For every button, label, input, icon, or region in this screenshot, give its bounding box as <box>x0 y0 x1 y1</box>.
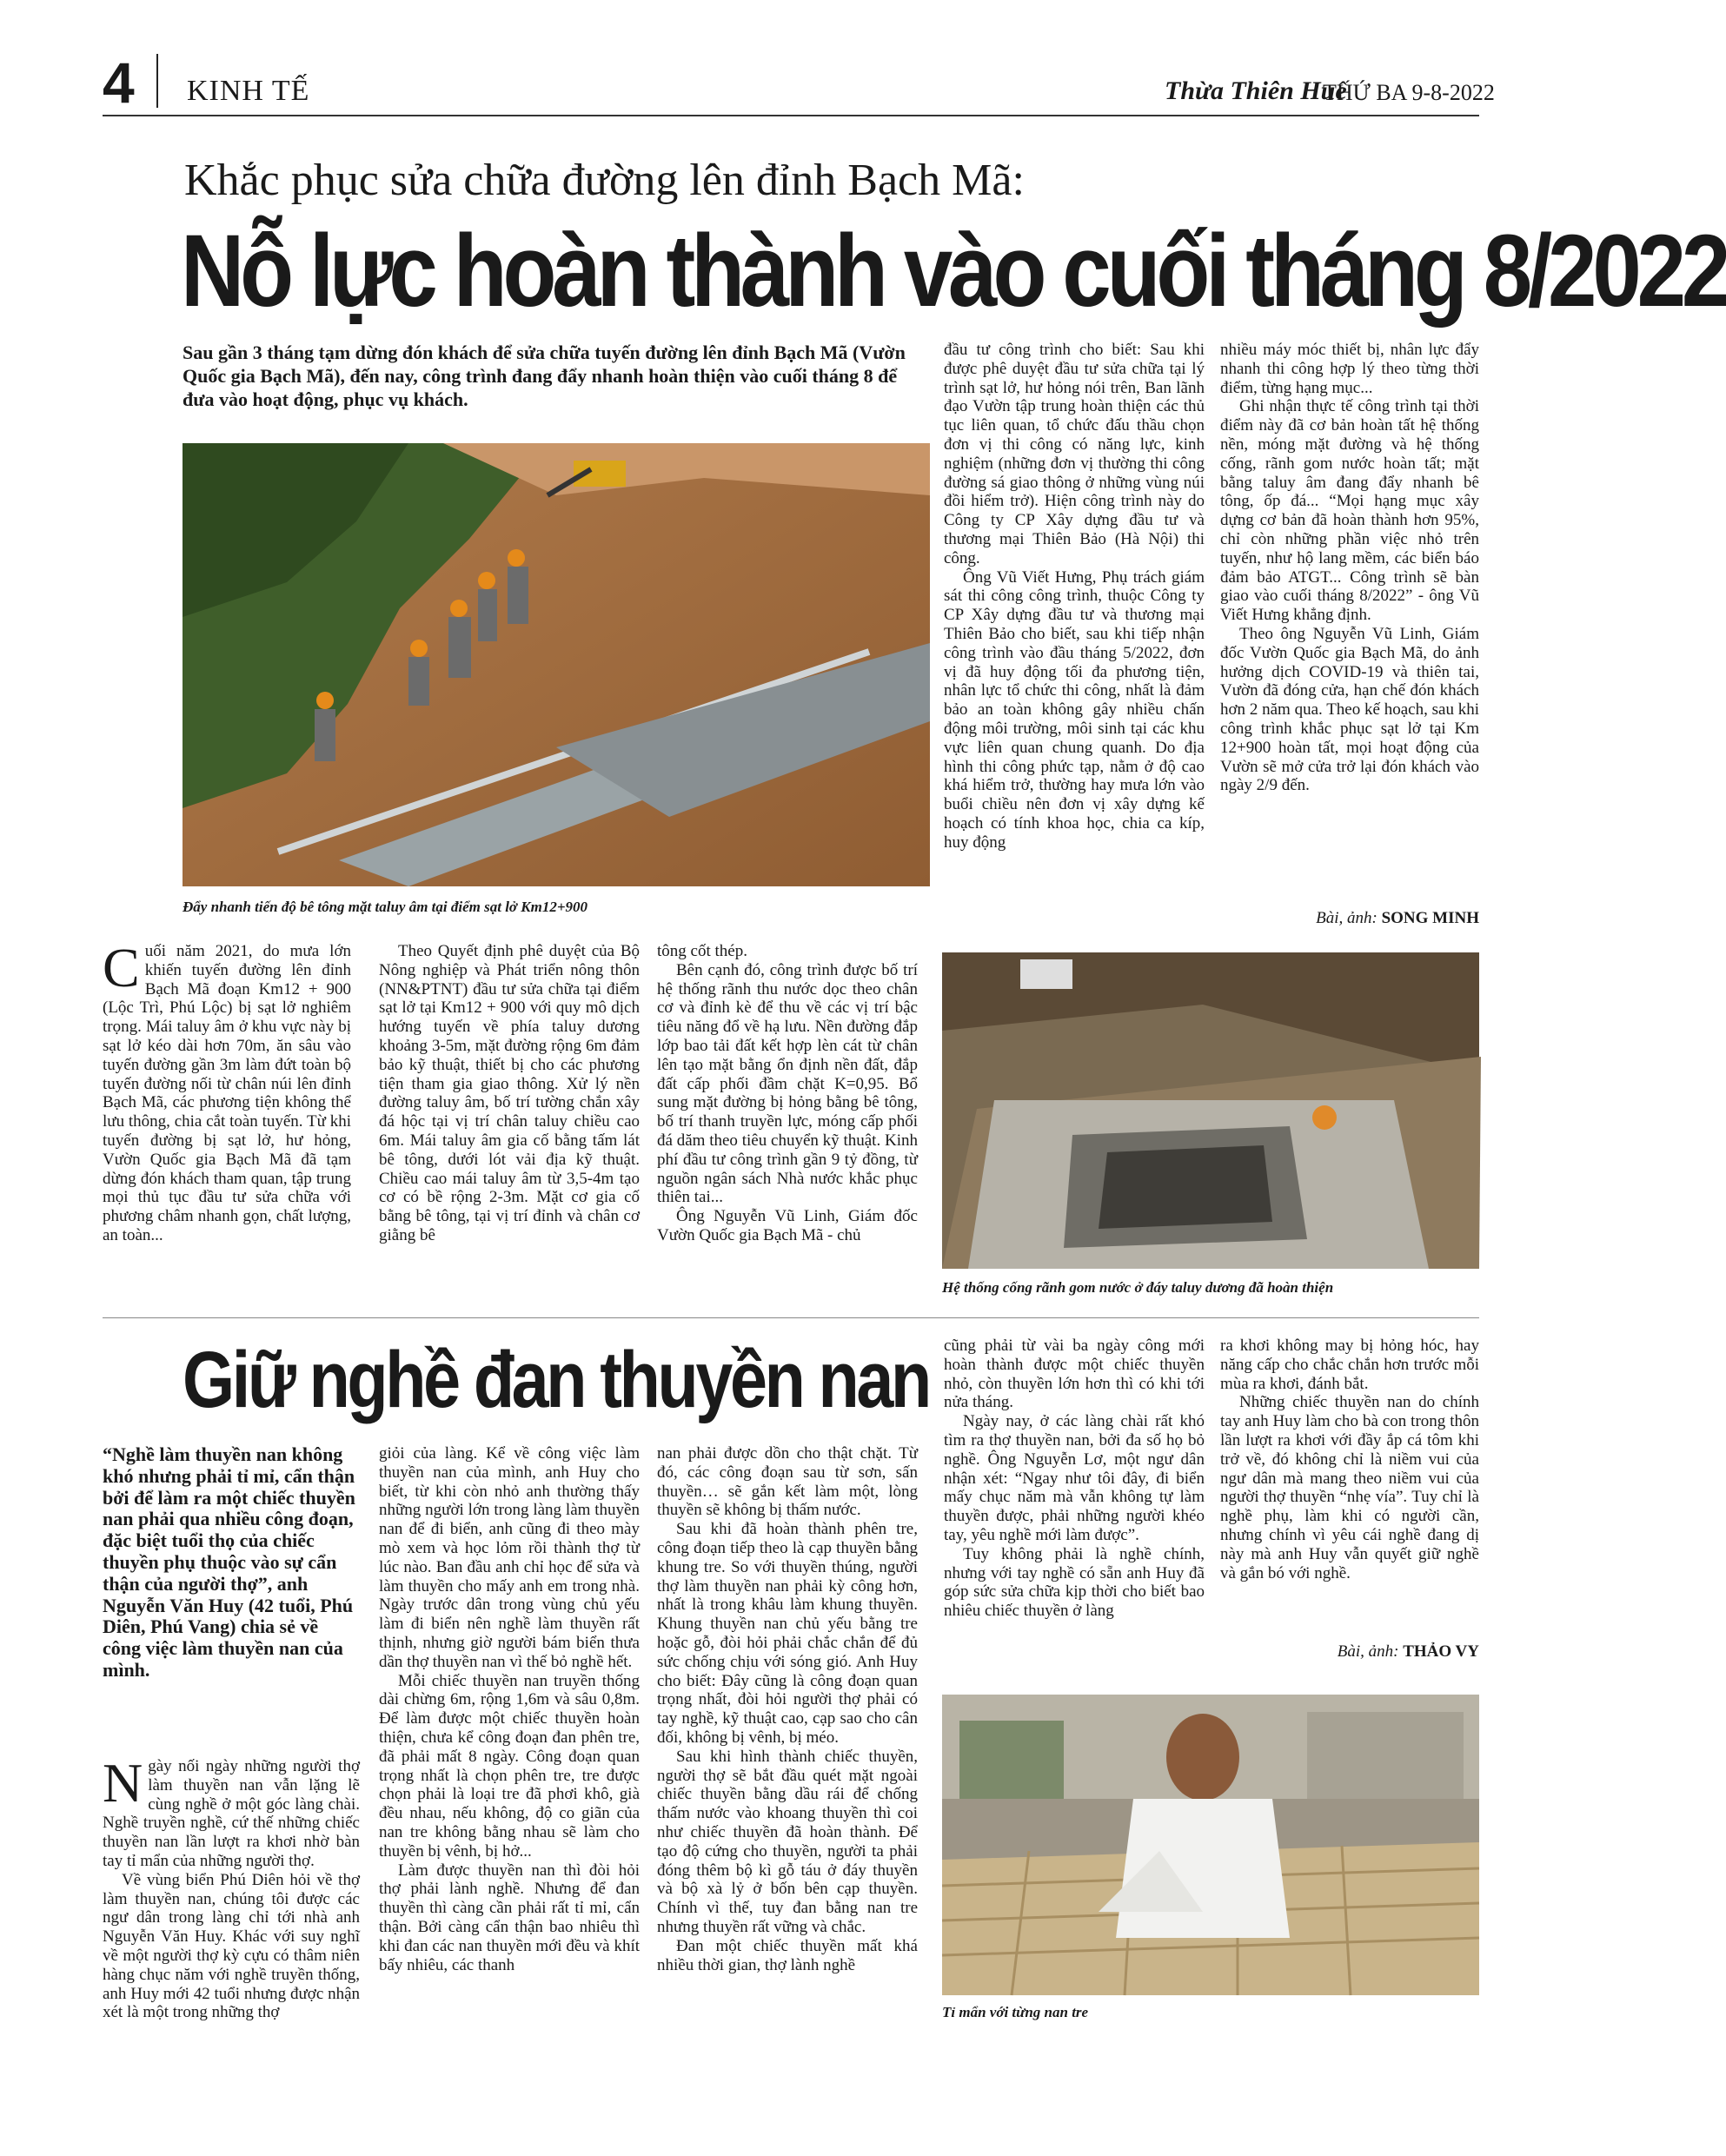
paragraph: nhiều máy móc thiết bị, nhân lực đẩy nhanh thi công hợp lý theo từng thời điểm, từng hạng mục... <box>1220 341 1479 397</box>
paragraph: Làm được thuyền nan thì đòi hỏi thợ phải lành nghề. Nhưng để đan thuyền thì càng cần phải rất tỉ mỉ, cẩn thận. Bởi càng cẩn thận bao nhiêu thì khi đan các nan thuyền mới đều và khít bấy nhiêu, các thanh <box>379 1861 640 1974</box>
paragraph: Theo Quyết định phê duyệt của Bộ Nông nghiệp và Phát triển nông thôn (NN&PTNT) đầu tư sửa chữa tại điểm sạt lở tại Km12 + 900 với quy mô dịch hướng tuyến về phía taluy dương khoảng 3-5m, mặt đường rộng 6m đảm bảo kỹ thuật, thiết bị cho các phương tiện tham gia giao thông. Xử lý nền đường taluy âm, bố trí tường chắn xây đá hộc tại vị trí chân taluy chiều cao 6m. Mái taluy âm gia cố bằng tấm lát bê tông, dưới lót vải địa kỹ thuật. Chiều cao mái taluy âm từ 3,5-4m tạo cơ có bề rộng 2-3m. Mặt cơ gia cố bằng bê tông, tại vị trí đỉnh và chân cơ giằng bê <box>379 942 640 1244</box>
article2-column-d <box>944 1337 1205 1621</box>
paragraph: Tuy không phải là nghề chính, nhưng với tay nghề có sẵn anh Huy đã góp sức sửa chữa kịp thời cho biết bao nhiêu chiếc thuyền ở làng <box>944 1544 1205 1621</box>
article1-byline <box>1220 909 1479 928</box>
article2-pull-quote: “Nghề làm thuyền nan không khó nhưng phải tỉ mỉ, cẩn thận bởi để làm ra một chiếc thuyền nan phải qua nhiều công đoạn, đặc biệt tuổi thọ của chiếc thuyền phụ thuộc vào sự cẩn thận của người thợ”, anh Nguyễn Văn Huy (42 tuổi, Phú Diên, Phú Vang) chia sẻ về công việc làm thuyền nan của mình. <box>103 1443 355 1681</box>
paragraph: uối năm 2021, do mưa lớn khiến tuyến đường lên đỉnh Bạch Mã đoạn Km12 + 900 (Lộc Trì, Phú Lộc) bị sạt lở nghiêm trọng. Mái taluy âm ở khu vực này bị sạt lở kéo dài hơn 70m, ăn sâu vào tuyến đường gần 3m làm đứt toàn bộ tuyến đường nối từ chân núi lên đỉnh Bạch Mã, các phương tiện không thể lưu thông, chia cắt toàn tuyến. Từ khi tuyến đường bị sạt lở, hư hỏng, Vườn Quốc gia Bạch Mã đã tạm dừng đón khách tham quan, tập trung mọi thủ tục đầu tư sửa chữa với phương châm nhanh gọn, chất lượng, an toàn... <box>103 942 351 1244</box>
paragraph: giỏi của làng. Kể về công việc làm thuyền nan của mình, anh Huy cho biết, từ khi còn nhỏ anh thường thấy những người lớn trong làng làm thuyền nan để đi biển, anh cũng đi theo mày mò xem và học lỏm rồi thành thợ từ lúc nào. Ban đầu anh chỉ học để sửa và làm thuyền cho mấy anh em trong nhà. Ngày trước dân trong vùng chủ yếu làm đi biển nên nghề làm thuyền rất thịnh, nhưng giờ người bám biển thưa dần thợ thuyền nan vì thế bỏ nghề hết. <box>379 1444 640 1671</box>
page-number: 4 <box>103 50 135 115</box>
article2-column-c <box>657 1444 918 1974</box>
paragraph: Mỗi chiếc thuyền nan truyền thống dài chừng 6m, rộng 1,6m và sâu 0,8m. Để làm được một chiếc thuyền hoàn thiện, chưa kể công đoạn đan phên tre, đã phải mất 8 ngày. Công đoạn quan trọng nhất là chọn phên tre, tre được chọn phải là loại tre đã phơi khô, già đều nhau, nếu không, độ co giãn của nan tre không bằng nhau sẽ làm cho thuyền bị vênh, bị hở... <box>379 1671 640 1861</box>
paragraph: Về vùng biển Phú Diên hỏi về thợ làm thuyền nan, chúng tôi được các ngư dân trong làng chỉ tới nhà anh Nguyễn Văn Huy. Khác với suy nghĩ về một người thợ kỳ cựu có thâm niên hàng chục năm với nghề truyền thống, anh Huy mới 42 tuổi nhưng được nhận xét là một trong những thợ <box>103 1870 360 2022</box>
paragraph: Sau khi đã hoàn thành phên tre, công đoạn tiếp theo là cạp thuyền bằng khung tre. So với thuyền thúng, người thợ làm thuyền nan phải kỳ công hơn, nhất là trong khâu làm khung thuyền. Khung thuyền nan chủ yếu bằng tre hoặc gỗ, đòi hỏi phải chắc chắn để đủ sức chống chịu với sóng gió. Anh Huy cho biết: Đây cũng là công đoạn quan trọng nhất, đòi hỏi người thợ phải có tay nghề, kỹ thuật cao, cạp sao cho cân đối, không bị vênh, bị méo. <box>657 1520 918 1747</box>
article1-lead: Sau gần 3 tháng tạm dừng đón khách để sửa chữa tuyến đường lên đỉnh Bạch Mã (Vườn Quốc gia Bạch Mã), đến nay, công trình đang đẩy nhanh hoàn thiện vào cuối tháng 8 để đưa vào hoạt động, phục vụ khách. <box>183 342 906 410</box>
newspaper-name: Thừa Thiên Huế <box>1165 76 1347 105</box>
article2-byline <box>1220 1642 1479 1662</box>
article1-headline: Nỗ lực hoàn thành vào cuối tháng 8/2022 <box>181 214 1726 328</box>
paragraph: Sau khi hình thành chiếc thuyền, người thợ sẽ bắt đầu quét mặt ngoài chiếc thuyền bằng dầu rái để chống thấm nước vào khoang thuyền thì coi như chiếc thuyền đã hoàn thành. Để tạo độ cứng cho thuyền, người ta phải đóng thêm bộ kì gỗ táu ở đáy thuyền và bộ xà lỷ ở bốn bên cạp thuyền. Chính vì thế, tuy đan bằng nan tre nhưng thuyền rất vững và chắc. <box>657 1747 918 1936</box>
article1-photo-construction <box>183 443 930 886</box>
article2-photo-weaver <box>942 1695 1479 1995</box>
paragraph: ra khơi không may bị hỏng hóc, hay năng cấp cho chắc chắn hơn trước mỗi mùa ra khơi, đánh bắt. <box>1220 1337 1479 1393</box>
byline-author: THẢO VY <box>1403 1642 1479 1661</box>
paragraph: Đan một chiếc thuyền mất khá nhiều thời gian, thợ lành nghề <box>657 1936 918 1974</box>
paragraph: tông cốt thép. <box>657 942 747 960</box>
byline-label: Bài, ảnh: <box>1337 1642 1399 1661</box>
article1-photo2-caption: Hệ thống cống rãnh gom nước ở đáy taluy dương đã hoàn thiện <box>942 1279 1334 1296</box>
drop-cap: C <box>103 937 140 998</box>
paragraph: Theo ông Nguyễn Vũ Linh, Giám đốc Vườn Quốc gia Bạch Mã, do ảnh hưởng dịch COVID-19 và thiên tai, Vườn đã đóng cửa, hạn chế đón khách hơn 2 năm qua. Theo kế hoạch, sau khi công trình khắc phục sạt lở tại Km 12+900 hoàn tất, mọi hoạt động của Vườn sẽ mở cửa trở lại đón khách vào ngày 2/9 đến. <box>1220 624 1479 795</box>
section-name: KINH TẾ <box>187 75 310 107</box>
paragraph: đầu tư công trình cho biết: Sau khi được phê duyệt đầu tư sửa chữa tại lý trình sạt lở, hư hỏng nói trên, Ban lãnh đạo Vườn tập trung hoàn thiện các thủ tục liên quan, tổ chức đấu thầu chọn đơn vị thi công có năng lực, kinh nghiệm (những đơn vị thường thi công đường sá giao thông ở những vùng núi đồi hiểm trở). Hiện công trình này do Công ty CP Xây dựng đầu tư và thương mại Thiên Bảo (Hà Nội) thi công. <box>944 341 1205 567</box>
article1-kicker: Khắc phục sửa chữa đường lên đỉnh Bạch Mã: <box>184 156 1025 205</box>
header-divider <box>156 54 158 108</box>
article1-column-b <box>1220 341 1479 795</box>
article2-column-e <box>1220 1337 1479 1582</box>
paragraph: Bên cạnh đó, công trình được bố trí hệ thống rãnh thu nước dọc theo chân cơ và đỉnh kè để thu về các vị trí bậc tiêu năng đổ về hạ lưu. Nền đường đắp lớp bao tải đất kết hợp lèn cát từ chân lên tạo mặt bằng ổn định nền đất, đắp đất cấp phối đầm chặt K=0,95. Bổ sung mặt đường bị hỏng bằng bê tông, bố trí thanh truyền lực, móng cấp phối đá dăm theo tiêu chuyển kỹ thuật. Kinh phí đầu tư công trình gần 9 tỷ đồng, từ nguồn ngân sách Nhà nước khắc phục thiên tai... <box>657 960 918 1207</box>
paragraph: Ông Vũ Viết Hưng, Phụ trách giám sát thi công công trình, thuộc Công ty CP Xây dựng đầu tư và thương mại Thiên Bảo cho biết, sau khi tiếp nhận công trình vào đầu tháng 5/2022, đơn vị đã huy động tối đa phương tiện, nhân lực tổ chức thi công, nhất là đảm bảo an toàn không gây nhiều chấn động môi trường, môi sinh tại các khu vực liên quan chung quanh. Do địa hình thi công phức tạp, nằm ở độ cao khá hiểm trở, thường hay mưa lớn vào buổi chiều nên đơn vị xây dựng kế hoạch có tính khoa học, chia ca kíp, huy động <box>944 567 1205 852</box>
article-divider <box>103 1317 1479 1318</box>
article2-photo-caption: Tỉ mẩn với từng nan tre <box>942 2004 1089 2020</box>
paragraph: Ghi nhận thực tế công trình tại thời điểm này đã cơ bản hoàn tất hệ thống nền, móng mặt đường và hệ thống cống, rãnh gom nước hoàn tất; mặt bằng taluy âm đang đẩy nhanh bê tông, ốp đá... “Mọi hạng mục xây dựng cơ bản đã hoàn thành hơn 95%, chỉ còn những phần việc nhỏ trên tuyến, như hộ lang mềm, các biển báo đảm bảo ATGT... Công trình sẽ bàn giao vào cuối tháng 8/2022” - ông Vũ Viết Hưng khẳng định. <box>1220 397 1479 625</box>
paragraph: Ông Nguyễn Vũ Linh, Giám đốc Vườn Quốc gia Bạch Mã - chủ <box>657 1207 918 1244</box>
article2-column-b <box>379 1444 640 1974</box>
article1-column-d <box>379 942 640 1245</box>
article1-photo-caption: Đẩy nhanh tiến độ bê tông mặt taluy âm tại điểm sạt lở Km12+900 <box>183 899 588 915</box>
paragraph: Những chiếc thuyền nan do chính tay anh Huy làm cho bà con trong thôn lần lượt ra khơi với đầy ắp cá tôm khi trở về, đó không chỉ là niềm vui của ngư dân mà mang theo niềm vui của người thợ thuyền “nhẹ vía”. Tuy chỉ là nghề phụ, làm khi có người cần, nhưng chính vì yêu cái nghề đang dị này mà anh Huy vẫn quyết giữ nghề và gắn bó với nghề. <box>1220 1393 1479 1582</box>
byline-label: Bài, ảnh: <box>1316 909 1377 927</box>
paragraph: gày nối ngày những người thợ làm thuyền nan vẫn lặng lẽ cùng nghề ở một góc làng chài. Nghề truyền nghề, cứ thế những chiếc thuyền nan lần lượt ra khơi nhờ bàn tay tỉ mẩn của những người thợ. <box>103 1757 360 1870</box>
drop-cap: N <box>103 1752 143 1814</box>
article2-headline: Giữ nghề đan thuyền nan <box>183 1336 929 1424</box>
article2-column-a <box>103 1752 360 2022</box>
byline-author: SONG MINH <box>1381 909 1479 927</box>
article1-column-e <box>657 942 918 1245</box>
article1-photo-drainage <box>942 952 1479 1269</box>
article1-column-c <box>103 937 351 1245</box>
article1-column-a <box>944 341 1205 852</box>
paragraph: Ngày nay, ở các làng chài rất khó tìm ra thợ thuyền nan, bởi đa số họ bỏ nghề. Ông Nguyễn Lơ, một ngư dân nhận xét: “Ngay như tôi đây, đi biển mấy chục năm mà vẫn không tự làm thuyền được, phải những người khéo tay, yêu nghề mới làm được”. <box>944 1412 1205 1544</box>
header-rule <box>103 115 1479 116</box>
paragraph: cũng phải từ vài ba ngày công mới hoàn thành được một chiếc thuyền nhỏ, còn thuyền lớn hơn thì có khi tới nửa tháng. <box>944 1337 1205 1412</box>
paragraph: nan phải được dồn cho thật chặt. Từ đó, các công đoạn sau từ sơn, sấn thuyền… sẽ gắn kết làm một, lòng thuyền sẽ không bị thấm nước. <box>657 1444 918 1520</box>
issue-date: THỨ BA 9-8-2022 <box>1323 80 1495 105</box>
